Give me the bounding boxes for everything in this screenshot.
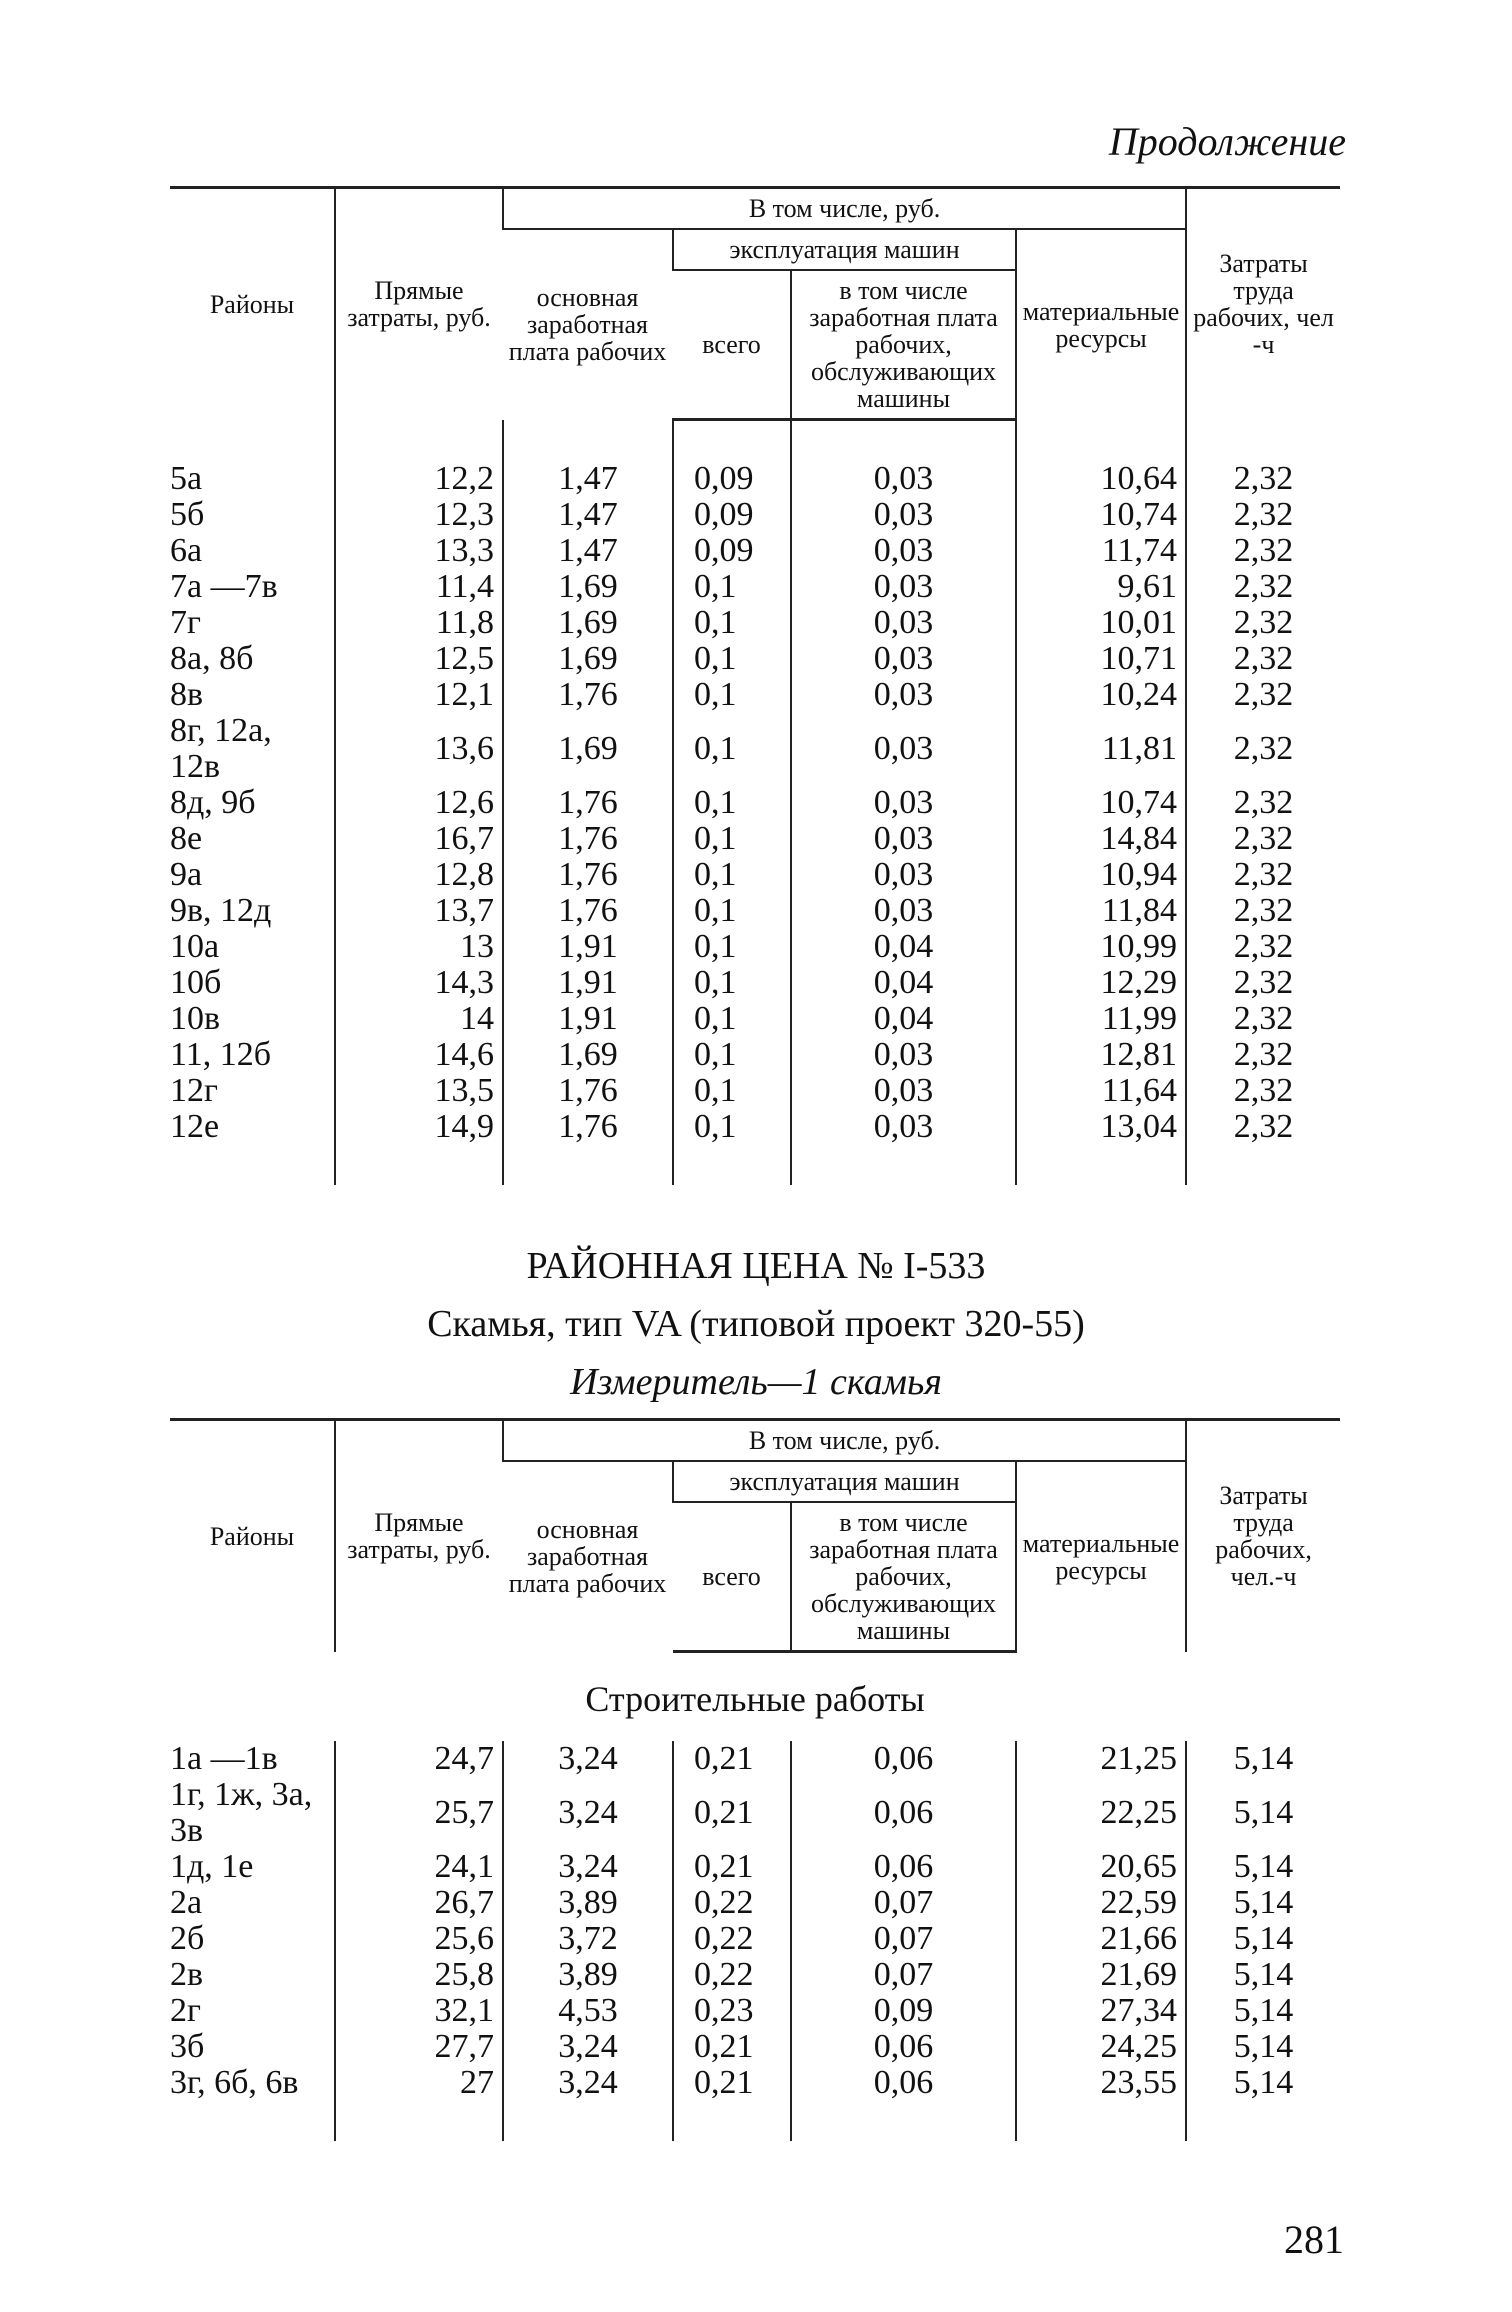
cell-region: 8е <box>170 820 203 857</box>
cell-region: 10б <box>170 964 222 1001</box>
col-materials: материальные ресурсы <box>1016 229 1186 420</box>
cell-machines-total: 0,1 <box>673 893 791 929</box>
cell-materials: 11,64 <box>1016 1073 1186 1109</box>
table-row <box>170 785 1340 821</box>
table-body <box>170 420 1340 1186</box>
table-row <box>170 1993 1340 2029</box>
cell-machines-total: 0,23 <box>673 1993 791 2029</box>
cell-machines-wages: 0,06 <box>791 2029 1016 2065</box>
cell-direct-costs: 27,7 <box>335 2029 503 2065</box>
measurement-unit: Измеритель—1 скамья <box>570 1361 942 1403</box>
cell-direct-costs: 25,8 <box>335 1957 503 1993</box>
cell-wages: 1,76 <box>503 857 673 893</box>
cell-machines-total: 0,09 <box>673 461 791 497</box>
cell-machines-total: 0,09 <box>673 497 791 533</box>
cell-wages: 1,69 <box>503 605 673 641</box>
cell-labor: 2,32 <box>1186 893 1340 929</box>
col-including: В том числе, руб. <box>503 1420 1186 1462</box>
table-row <box>170 1073 1340 1109</box>
cell-materials: 10,24 <box>1016 677 1186 713</box>
table-row <box>170 1001 1340 1037</box>
cell-direct-costs: 14,6 <box>335 1037 503 1073</box>
cell-materials: 10,74 <box>1016 497 1186 533</box>
cell-wages: 1,91 <box>503 1001 673 1037</box>
cell-machines-wages: 0,06 <box>791 2065 1016 2101</box>
col-labor: Затраты труда рабочих, чел.-ч <box>1186 1420 1340 1652</box>
cell-direct-costs: 12,5 <box>335 641 503 677</box>
cost-table-continued <box>170 186 1340 1185</box>
cell-materials: 23,55 <box>1016 2065 1186 2101</box>
cell-machines-total: 0,21 <box>673 2029 791 2065</box>
cell-region: 7а —7в <box>170 568 278 605</box>
table-row <box>170 497 1340 533</box>
cell-region: 9а <box>170 856 203 893</box>
table-row <box>170 1777 1340 1849</box>
cell-direct-costs: 11,8 <box>335 605 503 641</box>
cell-labor: 5,14 <box>1186 2029 1340 2065</box>
cell-materials: 12,81 <box>1016 1037 1186 1073</box>
cell-region: 1д, 1е <box>170 1848 254 1885</box>
cell-machines-total: 0,22 <box>673 1921 791 1957</box>
cell-materials: 12,29 <box>1016 965 1186 1001</box>
col-including: В том числе, руб. <box>503 188 1186 230</box>
cell-region: 3г, 6б, 6в <box>170 2064 299 2101</box>
section-label: Строительные работы <box>585 1679 925 1719</box>
cell-machines-wages: 0,06 <box>791 1741 1016 1777</box>
cell-labor: 5,14 <box>1186 1741 1340 1777</box>
cell-labor: 2,32 <box>1186 1037 1340 1073</box>
continued-label: Продолжение <box>1108 119 1346 164</box>
cell-direct-costs: 26,7 <box>335 1885 503 1921</box>
cell-machines-wages: 0,03 <box>791 533 1016 569</box>
cell-materials: 24,25 <box>1016 2029 1186 2065</box>
cell-materials: 10,94 <box>1016 857 1186 893</box>
cell-labor: 2,32 <box>1186 929 1340 965</box>
cell-machines-total: 0,1 <box>673 1073 791 1109</box>
table-row <box>170 1921 1340 1957</box>
cell-region: 8а, 8б <box>170 640 254 677</box>
cell-wages: 1,76 <box>503 785 673 821</box>
cell-machines-total: 0,1 <box>673 965 791 1001</box>
cell-machines-total: 0,21 <box>673 1777 791 1849</box>
table-row <box>170 1957 1340 1993</box>
cell-machines-total: 0,1 <box>673 677 791 713</box>
cell-direct-costs: 25,6 <box>335 1921 503 1957</box>
table-row <box>170 1849 1340 1885</box>
cell-machines-total: 0,1 <box>673 713 791 785</box>
cell-materials: 21,69 <box>1016 1957 1186 1993</box>
cell-wages: 1,91 <box>503 929 673 965</box>
cell-region: 2г <box>170 1992 201 2029</box>
cell-machines-wages: 0,03 <box>791 1073 1016 1109</box>
cell-materials: 10,01 <box>1016 605 1186 641</box>
cell-machines-total: 0,1 <box>673 1109 791 1145</box>
table-row <box>170 533 1340 569</box>
cell-wages: 3,24 <box>503 1741 673 1777</box>
table-row <box>170 569 1340 605</box>
cell-direct-costs: 24,1 <box>335 1849 503 1885</box>
cell-region: 12г <box>170 1072 218 1109</box>
cell-labor: 2,32 <box>1186 641 1340 677</box>
cell-region: 12е <box>170 1108 220 1145</box>
price-title: РАЙОННАЯ ЦЕНА № I-533 <box>526 1245 986 1287</box>
cell-machines-wages: 0,07 <box>791 1921 1016 1957</box>
cell-wages: 1,76 <box>503 677 673 713</box>
cell-labor: 5,14 <box>1186 1921 1340 1957</box>
cell-direct-costs: 16,7 <box>335 821 503 857</box>
cell-machines-wages: 0,03 <box>791 569 1016 605</box>
col-machines-wages: в том числе заработная плата рабочих, обслуживающих машины <box>791 270 1016 420</box>
cell-direct-costs: 24,7 <box>335 1741 503 1777</box>
col-machines-wages: в том числе заработная плата рабочих, обслуживающих машины <box>791 1502 1016 1652</box>
table-row <box>170 2065 1340 2101</box>
cell-wages: 1,76 <box>503 1073 673 1109</box>
cell-wages: 1,69 <box>503 713 673 785</box>
cell-region: 5б <box>170 496 205 533</box>
cell-labor: 2,32 <box>1186 677 1340 713</box>
cell-wages: 1,91 <box>503 965 673 1001</box>
cell-materials: 27,34 <box>1016 1993 1186 2029</box>
cell-machines-wages: 0,06 <box>791 1849 1016 1885</box>
cell-machines-total: 0,09 <box>673 533 791 569</box>
cell-materials: 13,04 <box>1016 1109 1186 1145</box>
cell-machines-total: 0,22 <box>673 1957 791 1993</box>
cell-direct-costs: 13,6 <box>335 713 503 785</box>
cell-wages: 3,89 <box>503 1885 673 1921</box>
cell-machines-total: 0,1 <box>673 929 791 965</box>
table-row <box>170 1741 1340 1777</box>
cell-direct-costs: 13,3 <box>335 533 503 569</box>
cell-materials: 22,59 <box>1016 1885 1186 1921</box>
col-machines: эксплуатация машин <box>673 1461 1016 1502</box>
cell-region: 6а <box>170 532 203 569</box>
cell-machines-wages: 0,09 <box>791 1993 1016 2029</box>
cell-machines-wages: 0,06 <box>791 1777 1016 1849</box>
cell-direct-costs: 12,1 <box>335 677 503 713</box>
col-materials: материальные ресурсы <box>1016 1461 1186 1652</box>
col-direct-costs: Прямые затраты, руб. <box>335 188 503 420</box>
cell-direct-costs: 12,3 <box>335 497 503 533</box>
table-row <box>170 605 1340 641</box>
table-row <box>170 821 1340 857</box>
cell-region: 1а —1в <box>170 1740 278 1777</box>
cell-machines-wages: 0,07 <box>791 1957 1016 1993</box>
table-row <box>170 1885 1340 1921</box>
col-wages: основная заработная плата рабочих <box>508 283 667 367</box>
cell-machines-wages: 0,04 <box>791 929 1016 965</box>
cell-machines-total: 0,1 <box>673 1001 791 1037</box>
cell-materials: 20,65 <box>1016 1849 1186 1885</box>
cell-direct-costs: 11,4 <box>335 569 503 605</box>
table-row <box>170 2029 1340 2065</box>
col-direct-costs: Прямые затраты, руб. <box>335 1420 503 1652</box>
cell-machines-total: 0,22 <box>673 1885 791 1921</box>
cell-wages: 3,24 <box>503 1849 673 1885</box>
cell-labor: 2,32 <box>1186 821 1340 857</box>
cell-machines-wages: 0,03 <box>791 713 1016 785</box>
cell-region: 1г, 1ж, 3а, 3в <box>170 1776 313 1849</box>
cell-materials: 14,84 <box>1016 821 1186 857</box>
cell-materials: 11,74 <box>1016 533 1186 569</box>
price-subtitle: Скамья, тип VA (типовой проект 320-55) <box>427 1303 1085 1345</box>
cell-machines-wages: 0,03 <box>791 821 1016 857</box>
cell-wages: 1,47 <box>503 461 673 497</box>
cell-materials: 11,81 <box>1016 713 1186 785</box>
cell-machines-total: 0,1 <box>673 785 791 821</box>
cell-labor: 5,14 <box>1186 1777 1340 1849</box>
cell-labor: 2,32 <box>1186 461 1340 497</box>
cell-machines-total: 0,21 <box>673 2065 791 2101</box>
cell-labor: 2,32 <box>1186 497 1340 533</box>
cell-labor: 2,32 <box>1186 605 1340 641</box>
cell-labor: 5,14 <box>1186 1957 1340 1993</box>
cell-direct-costs: 12,2 <box>335 461 503 497</box>
cell-wages: 3,89 <box>503 1957 673 1993</box>
col-region: Районы <box>170 1420 335 1652</box>
cell-machines-wages: 0,04 <box>791 1001 1016 1037</box>
col-machines-total: всего <box>673 1502 791 1652</box>
cell-machines-total: 0,1 <box>673 1037 791 1073</box>
cell-labor: 2,32 <box>1186 569 1340 605</box>
cell-wages: 3,24 <box>503 2065 673 2101</box>
cell-labor: 2,32 <box>1186 965 1340 1001</box>
cell-machines-wages: 0,03 <box>791 497 1016 533</box>
cell-wages: 1,76 <box>503 821 673 857</box>
table-row <box>170 713 1340 785</box>
cell-labor: 2,32 <box>1186 1109 1340 1145</box>
cell-direct-costs: 12,6 <box>335 785 503 821</box>
cell-materials: 10,64 <box>1016 461 1186 497</box>
cell-region: 10а <box>170 928 220 965</box>
cell-materials: 21,66 <box>1016 1921 1186 1957</box>
cell-machines-wages: 0,03 <box>791 677 1016 713</box>
cell-machines-wages: 0,03 <box>791 857 1016 893</box>
cell-direct-costs: 14,3 <box>335 965 503 1001</box>
cell-machines-wages: 0,03 <box>791 461 1016 497</box>
cell-machines-total: 0,21 <box>673 1741 791 1777</box>
cell-direct-costs: 14,9 <box>335 1109 503 1145</box>
cell-machines-total: 0,1 <box>673 605 791 641</box>
cell-direct-costs: 14 <box>335 1001 503 1037</box>
cell-materials: 10,71 <box>1016 641 1186 677</box>
table-row <box>170 1109 1340 1145</box>
table-row <box>170 461 1340 497</box>
cell-wages: 1,76 <box>503 1109 673 1145</box>
table-row <box>170 1037 1340 1073</box>
cell-machines-wages: 0,03 <box>791 1109 1016 1145</box>
cell-region: 2в <box>170 1956 204 1993</box>
cell-labor: 2,32 <box>1186 857 1340 893</box>
cell-wages: 3,24 <box>503 1777 673 1849</box>
cell-labor: 2,32 <box>1186 713 1340 785</box>
cell-region: 11, 12б <box>170 1036 272 1073</box>
cell-region: 8г, 12а, 12в <box>170 712 272 785</box>
cell-region: 5а <box>170 460 203 497</box>
cell-materials: 11,84 <box>1016 893 1186 929</box>
cell-machines-wages: 0,03 <box>791 785 1016 821</box>
col-machines: эксплуатация машин <box>673 229 1016 270</box>
cell-labor: 5,14 <box>1186 1849 1340 1885</box>
cell-machines-total: 0,1 <box>673 641 791 677</box>
table-row <box>170 893 1340 929</box>
cell-machines-total: 0,1 <box>673 569 791 605</box>
table-row <box>170 857 1340 893</box>
cell-direct-costs: 32,1 <box>335 1993 503 2029</box>
cell-region: 2а <box>170 1884 203 1921</box>
cell-materials: 10,99 <box>1016 929 1186 965</box>
cell-labor: 2,32 <box>1186 533 1340 569</box>
cell-region: 10в <box>170 1000 221 1037</box>
cell-direct-costs: 13,5 <box>335 1073 503 1109</box>
col-labor: Затраты труда рабочих, чел -ч <box>1186 188 1340 420</box>
cell-materials: 9,61 <box>1016 569 1186 605</box>
table-row <box>170 929 1340 965</box>
col-machines-total: всего <box>673 270 791 420</box>
table-row <box>170 965 1340 1001</box>
cell-wages: 1,47 <box>503 497 673 533</box>
cell-machines-wages: 0,03 <box>791 893 1016 929</box>
cell-machines-total: 0,1 <box>673 857 791 893</box>
cell-direct-costs: 13 <box>335 929 503 965</box>
cell-direct-costs: 27 <box>335 2065 503 2101</box>
table-body <box>170 1652 1340 2142</box>
page-number: 281 <box>1284 2217 1344 2262</box>
cell-labor: 5,14 <box>1186 1993 1340 2029</box>
cell-wages: 1,69 <box>503 1037 673 1073</box>
cell-wages: 3,72 <box>503 1921 673 1957</box>
cell-region: 7г <box>170 604 201 641</box>
cell-materials: 21,25 <box>1016 1741 1186 1777</box>
cell-region: 2б <box>170 1920 205 1957</box>
cell-wages: 4,53 <box>503 1993 673 2029</box>
cell-labor: 2,32 <box>1186 785 1340 821</box>
cell-machines-wages: 0,07 <box>791 1885 1016 1921</box>
cell-direct-costs: 25,7 <box>335 1777 503 1849</box>
cell-materials: 11,99 <box>1016 1001 1186 1037</box>
cell-region: 8д, 9б <box>170 784 256 821</box>
cell-labor: 2,32 <box>1186 1073 1340 1109</box>
cell-labor: 5,14 <box>1186 2065 1340 2101</box>
cell-wages: 1,69 <box>503 569 673 605</box>
col-wages: основная заработная плата рабочих <box>508 1515 667 1599</box>
cell-machines-wages: 0,03 <box>791 641 1016 677</box>
cell-direct-costs: 12,8 <box>335 857 503 893</box>
cell-labor: 2,32 <box>1186 1001 1340 1037</box>
cost-table-i533 <box>170 1418 1340 2141</box>
cell-region: 8в <box>170 676 204 713</box>
cell-materials: 22,25 <box>1016 1777 1186 1849</box>
cell-machines-total: 0,21 <box>673 1849 791 1885</box>
table-row <box>170 641 1340 677</box>
table-row <box>170 677 1340 713</box>
cell-materials: 10,74 <box>1016 785 1186 821</box>
cell-wages: 1,69 <box>503 641 673 677</box>
cell-machines-total: 0,1 <box>673 821 791 857</box>
cell-region: 3б <box>170 2028 205 2065</box>
cell-region: 9в, 12д <box>170 892 272 929</box>
cell-machines-wages: 0,03 <box>791 1037 1016 1073</box>
cell-labor: 5,14 <box>1186 1885 1340 1921</box>
col-region: Районы <box>170 188 335 420</box>
cell-machines-wages: 0,04 <box>791 965 1016 1001</box>
cell-wages: 3,24 <box>503 2029 673 2065</box>
cell-direct-costs: 13,7 <box>335 893 503 929</box>
cell-wages: 1,76 <box>503 893 673 929</box>
cell-machines-wages: 0,03 <box>791 605 1016 641</box>
cell-wages: 1,47 <box>503 533 673 569</box>
